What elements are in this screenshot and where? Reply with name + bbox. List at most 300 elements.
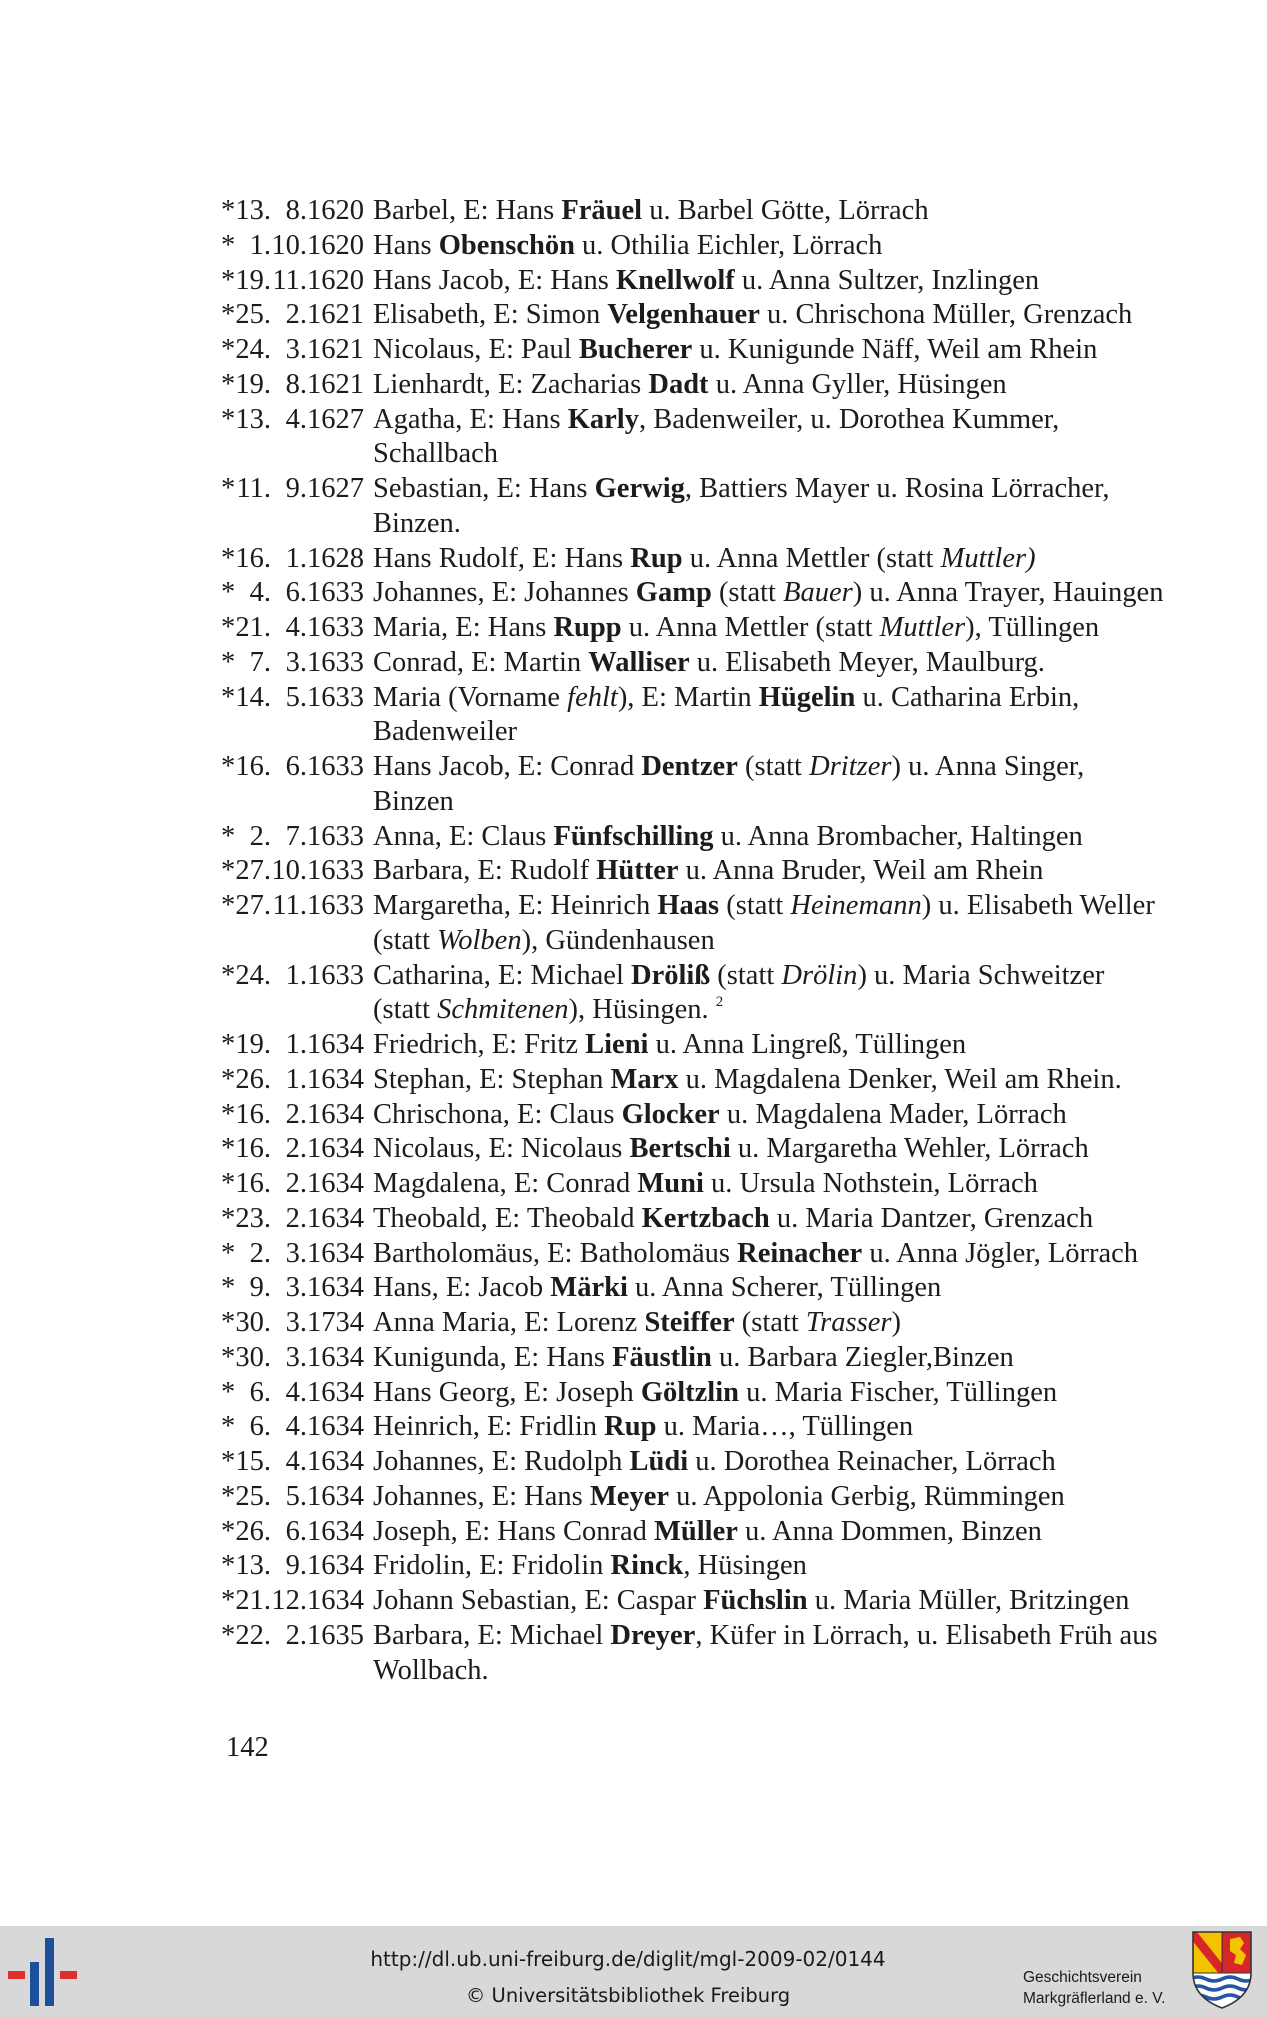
date-star: * <box>221 681 236 713</box>
date-month: 12. <box>271 1585 307 1616</box>
register-entry <box>221 472 1261 542</box>
register-entry <box>221 576 1261 611</box>
date-day: 25. <box>235 1480 271 1512</box>
entry-text <box>373 751 1084 782</box>
entry-text-segment: (statt <box>719 890 791 921</box>
date-month: 6. <box>285 577 307 609</box>
entry-first-line <box>221 1202 1261 1237</box>
date-year: 1634 <box>307 1585 364 1616</box>
entry-text-segment: u. Othilia Eichler, Lörrach <box>574 229 883 261</box>
entry-date <box>221 611 373 646</box>
entry-date <box>221 1515 373 1550</box>
date-day: 11. <box>236 473 271 504</box>
date-month: 2. <box>285 1098 307 1130</box>
entry-text-segment: u. Anna Mettler (statt <box>682 542 941 574</box>
date-month: 3. <box>285 1307 307 1338</box>
entry-date <box>221 1445 373 1480</box>
family-name: Lüdi <box>629 1446 689 1477</box>
register-entry <box>221 1132 1261 1167</box>
entry-first-line <box>221 820 1261 855</box>
entry-text-segment: ) u. Elisabeth Weller <box>921 890 1155 921</box>
family-name: Dentzer <box>641 751 738 782</box>
register-entry <box>221 298 1261 333</box>
family-name: Märki <box>550 1272 628 1304</box>
entry-text-segment: (statt <box>711 577 784 609</box>
register-entry <box>221 1619 1261 1689</box>
entry-text <box>373 925 715 956</box>
register-entry <box>221 368 1261 403</box>
date-day: 25. <box>235 299 271 331</box>
family-name: Muni <box>637 1168 704 1199</box>
date-month: 2. <box>285 299 307 331</box>
entry-text-segment: Hans Georg, E: Joseph <box>373 1376 641 1408</box>
date-day: 13. <box>235 195 271 226</box>
entry-date <box>221 576 373 611</box>
date-day: 22. <box>235 1619 271 1651</box>
entry-text-segment: Lienhardt, E: Zacharias <box>373 368 649 400</box>
entry-first-line <box>221 333 1261 368</box>
entry-first-line <box>221 1028 1261 1063</box>
register-entry <box>221 264 1261 299</box>
entry-text-segment: Schallbach <box>373 438 499 470</box>
entry-first-line <box>221 1271 1261 1306</box>
entry-text-segment: , Hüsingen <box>683 1550 807 1582</box>
entry-date <box>221 1063 373 1098</box>
date-month: 4. <box>285 612 307 643</box>
date-year: 1620 <box>307 195 364 226</box>
register-entry <box>221 854 1261 889</box>
entry-text-segment: u. Anna Dommen, Binzen <box>737 1515 1042 1547</box>
entry-text-segment: u. Catharina Erbin, <box>855 681 1080 713</box>
entry-first-line <box>221 681 1261 716</box>
date-month: 7. <box>285 820 307 852</box>
date-day: 16. <box>235 542 271 574</box>
entry-text-segment: u. Anna Jögler, Lörrach <box>862 1237 1139 1269</box>
entry-date <box>221 646 373 681</box>
date-month: 5. <box>285 681 307 713</box>
entry-text <box>373 716 517 747</box>
entry-continuation-line <box>221 1654 1261 1689</box>
register-entry <box>221 1271 1261 1306</box>
date-year: 1633 <box>307 681 364 713</box>
date-month: 10. <box>271 855 307 887</box>
entry-text <box>373 230 882 261</box>
date-star: * <box>221 1098 236 1130</box>
entry-text <box>373 1029 966 1060</box>
family-name: Karly <box>567 403 639 435</box>
entry-text-segment: Hans Jacob, E: Hans <box>373 264 616 296</box>
entry-date <box>221 1584 373 1619</box>
date-star: * <box>221 751 236 782</box>
date-day: 14. <box>235 681 271 713</box>
entry-date <box>221 1237 373 1272</box>
date-star: * <box>221 1550 236 1582</box>
family-name: Knellwolf <box>616 264 735 296</box>
entry-text <box>373 994 723 1025</box>
entry-text-segment: u. Maria…, Tüllingen <box>656 1411 914 1443</box>
entry-first-line <box>221 1306 1261 1341</box>
entry-text-segment: u. Margaretha Wehler, Lörrach <box>730 1133 1089 1165</box>
date-star: * <box>221 1168 236 1199</box>
entry-text <box>373 265 1039 296</box>
entry-text-segment: (statt <box>710 959 782 991</box>
date-day: 24. <box>235 959 271 991</box>
family-name: Gamp <box>635 577 712 609</box>
date-year: 1634 <box>307 1411 364 1443</box>
entry-text-segment: u. Maria Fischer, Tüllingen <box>739 1376 1058 1408</box>
family-name: Marx <box>610 1063 679 1095</box>
entry-first-line <box>221 229 1261 264</box>
date-year: 1633 <box>307 890 364 921</box>
entry-text-segment: (statt <box>737 751 810 782</box>
date-year: 1634 <box>307 1341 364 1373</box>
date-star: * <box>221 646 236 678</box>
date-year: 1627 <box>307 403 364 435</box>
date-star: * <box>221 820 236 852</box>
entry-text <box>373 786 454 817</box>
family-name: Fräuel <box>561 195 643 226</box>
entry-text-segment: u. Magdalena Mader, Lörrach <box>719 1098 1067 1130</box>
date-day: 19. <box>235 368 271 400</box>
register-entry <box>221 1445 1261 1480</box>
family-name: Haas <box>657 890 720 921</box>
register-entry <box>221 681 1261 751</box>
permalink-url[interactable]: http://dl.ub.uni-freiburg.de/diglit/mgl-2009-02/0144 <box>370 1947 886 1971</box>
original-spelling: Heinemann <box>790 890 922 921</box>
date-month: 1. <box>285 959 307 991</box>
date-star: * <box>221 368 236 400</box>
family-name: Hütter <box>596 855 679 887</box>
entry-text <box>373 682 1079 713</box>
entry-text-segment: Elisabeth, E: Simon <box>373 299 608 331</box>
entry-date <box>221 1028 373 1063</box>
original-spelling: Trasser <box>805 1307 892 1338</box>
family-name: Walliser <box>588 646 690 678</box>
date-day: 4. <box>249 577 271 609</box>
family-name: Obenschön <box>438 229 575 261</box>
date-star: * <box>221 1619 236 1651</box>
family-name: Rupp <box>553 612 622 643</box>
family-name: Rup <box>630 542 683 574</box>
family-name: Reinacher <box>737 1237 863 1269</box>
entry-text-segment: Nicolaus, E: Nicolaus <box>373 1133 630 1165</box>
date-star: * <box>221 195 236 226</box>
entry-date <box>221 1410 373 1445</box>
entry-first-line <box>221 1376 1261 1411</box>
entry-text-segment: u. Maria Müller, Britzingen <box>807 1585 1130 1616</box>
entry-text-segment: , Küfer in Lörrach, u. Elisabeth Früh aus <box>695 1619 1158 1651</box>
entry-text-segment: Johannes, E: Rudolph <box>373 1446 630 1477</box>
entry-text-segment: Bartholomäus, E: Batholomäus <box>373 1237 738 1269</box>
page-number: 142 <box>226 1732 269 1763</box>
date-month: 1. <box>285 542 307 574</box>
date-year: 1620 <box>307 264 364 296</box>
family-name: Glocker <box>621 1098 720 1130</box>
register-entry <box>221 1028 1261 1063</box>
entry-text <box>373 195 929 226</box>
original-spelling: Bauer <box>783 577 853 609</box>
date-star: * <box>221 403 236 435</box>
date-day: 1. <box>249 229 271 261</box>
entry-text-segment: , Badenweiler, u. Dorothea Kummer, <box>638 403 1060 435</box>
entry-text-segment: u. Chrischona Müller, Grenzach <box>759 299 1133 331</box>
entry-text-segment: u. Kunigunde Näff, Weil am Rhein <box>692 334 1098 365</box>
entry-date <box>221 264 373 299</box>
date-star: * <box>221 1585 236 1616</box>
family-name: Müller <box>654 1515 738 1547</box>
entry-first-line <box>221 472 1261 507</box>
society-name <box>1023 1967 1188 2009</box>
date-star: * <box>221 473 236 504</box>
entry-text-segment: u. Anna Sultzer, Inzlingen <box>734 264 1040 296</box>
footer-citation <box>323 1926 933 2017</box>
entry-date <box>221 542 373 577</box>
entry-text <box>373 1446 1056 1477</box>
date-day: 16. <box>235 1133 271 1165</box>
entry-date <box>221 1341 373 1376</box>
family-name: Velgenhauer <box>607 299 760 331</box>
entry-text-segment: Fridolin, E: Fridolin <box>373 1550 611 1582</box>
entry-text <box>373 855 1043 886</box>
entry-date <box>221 1480 373 1515</box>
society-name-line2: Markgräflerland e. V. <box>1023 1990 1166 2007</box>
register-entry <box>221 750 1261 820</box>
entry-date <box>221 229 373 264</box>
register-entry <box>221 1063 1261 1098</box>
date-month: 9. <box>285 1550 307 1582</box>
date-month: 11. <box>272 890 307 921</box>
entry-text-segment: u. Anna Gyller, Hüsingen <box>708 368 1007 400</box>
entry-text-segment: u. Magdalena Denker, Weil am Rhein. <box>678 1063 1122 1095</box>
date-star: * <box>221 299 236 331</box>
entry-text-segment: Johannes, E: Johannes <box>373 577 636 609</box>
entry-text <box>373 1099 1067 1130</box>
date-month: 3. <box>285 1272 307 1304</box>
entry-first-line <box>221 1237 1261 1272</box>
entry-date <box>221 750 373 785</box>
family-name: Rup <box>604 1411 657 1443</box>
date-year: 1627 <box>307 473 364 504</box>
entry-first-line <box>221 403 1261 438</box>
date-star: * <box>221 890 236 921</box>
date-year: 1634 <box>307 1133 364 1165</box>
entry-text <box>373 1064 1122 1095</box>
date-star: * <box>221 1029 236 1060</box>
date-year: 1633 <box>307 751 364 782</box>
entry-text <box>373 1203 1093 1234</box>
entry-date <box>221 1271 373 1306</box>
register-entry <box>221 1202 1261 1237</box>
date-star: * <box>221 1133 236 1165</box>
entry-text <box>373 369 1007 400</box>
entry-first-line <box>221 1480 1261 1515</box>
entry-text <box>373 647 1045 678</box>
date-day: 15. <box>235 1446 271 1477</box>
entry-text-segment: Hans, E: Jacob <box>373 1272 551 1304</box>
entry-date <box>221 1098 373 1133</box>
date-day: 21. <box>235 612 271 643</box>
date-year: 1634 <box>307 1376 364 1408</box>
society-name-line1: Geschichtsverein <box>1023 1969 1142 1986</box>
footnote-marker: 2 <box>715 994 724 1011</box>
entry-continuation-line <box>221 437 1261 472</box>
date-month: 4. <box>285 403 307 435</box>
date-star: * <box>221 1237 236 1269</box>
entry-text <box>373 821 1083 852</box>
family-name: Steiffer <box>644 1307 735 1338</box>
entry-text-segment: ), Hüsingen. <box>568 994 716 1026</box>
entry-text <box>373 1585 1129 1616</box>
date-month: 2. <box>285 1202 307 1234</box>
entry-text-segment: Hans Jacob, E: Conrad <box>373 751 642 782</box>
date-day: 6. <box>249 1376 271 1408</box>
entry-date <box>221 1619 373 1654</box>
family-name: Lieni <box>585 1029 649 1060</box>
date-day: 23. <box>235 1202 271 1234</box>
entry-text-segment: Theobald, E: Theobald <box>373 1202 642 1234</box>
date-year: 1633 <box>307 612 364 643</box>
entry-first-line <box>221 750 1261 785</box>
entry-continuation-line <box>221 785 1261 820</box>
entry-date <box>221 681 373 716</box>
date-month: 3. <box>285 646 307 678</box>
entry-first-line <box>221 298 1261 333</box>
register-entry <box>221 1306 1261 1341</box>
entry-text <box>373 612 1099 643</box>
entry-text-segment: u. Maria Dantzer, Grenzach <box>769 1202 1094 1234</box>
date-month: 2. <box>285 1619 307 1651</box>
date-year: 1634 <box>307 1168 364 1199</box>
entry-first-line <box>221 368 1261 403</box>
entry-text <box>373 1655 489 1686</box>
date-day: 16. <box>235 1168 271 1199</box>
entry-text-segment: Heinrich, E: Fridlin <box>373 1411 605 1443</box>
entry-text-segment: Stephan, E: Stephan <box>373 1063 611 1095</box>
copyright-notice: © Universitätsbibliothek Freiburg <box>465 1984 791 2007</box>
entry-first-line <box>221 1619 1261 1654</box>
entry-text-segment: Wollbach. <box>373 1654 489 1686</box>
date-year: 1634 <box>307 1202 364 1234</box>
entry-first-line <box>221 1063 1261 1098</box>
entry-continuation-line <box>221 715 1261 750</box>
entry-text <box>373 1550 807 1581</box>
entry-date <box>221 1306 373 1341</box>
entry-text-segment: Magdalena, E: Conrad <box>373 1168 638 1199</box>
date-star: * <box>221 1063 236 1095</box>
date-day: 24. <box>235 334 271 365</box>
date-day: 21. <box>235 1585 271 1616</box>
entry-first-line <box>221 889 1261 924</box>
entry-text <box>373 473 1110 504</box>
entry-text-segment: Barbel, E: Hans <box>373 195 562 226</box>
entry-text-segment: ) u. Maria Schweitzer <box>857 959 1105 991</box>
entry-text-segment: Barbara, E: Michael <box>373 1619 611 1651</box>
entry-text-segment: Binzen <box>373 785 454 817</box>
entry-first-line <box>221 576 1261 611</box>
date-month: 1. <box>285 1063 307 1095</box>
date-month: 9. <box>285 473 307 504</box>
entry-text <box>373 1238 1138 1269</box>
date-day: 13. <box>235 1550 271 1582</box>
entry-date <box>221 368 373 403</box>
original-spelling: Schmitenen <box>437 994 569 1026</box>
date-year: 1634 <box>307 1446 364 1477</box>
entry-text <box>373 1133 1089 1164</box>
entry-text-segment: Conrad, E: Martin <box>373 646 589 678</box>
entry-text-segment: , Battiers Mayer u. Rosina Lörracher, <box>684 473 1110 504</box>
date-day: 2. <box>249 820 271 852</box>
date-star: * <box>221 612 236 643</box>
date-month: 8. <box>285 368 307 400</box>
date-star: * <box>221 542 236 574</box>
markgraeflerland-crest-icon <box>1190 1929 1254 2011</box>
entry-text-segment: Chrischona, E: Claus <box>373 1098 622 1130</box>
date-year: 1633 <box>307 959 364 991</box>
entry-first-line <box>221 194 1261 229</box>
entry-text <box>373 508 461 539</box>
entry-first-line <box>221 264 1261 299</box>
date-year: 1634 <box>307 1550 364 1582</box>
date-year: 1633 <box>307 577 364 609</box>
original-spelling: Muttler <box>879 612 966 643</box>
register-entry <box>221 1237 1261 1272</box>
date-month: 1. <box>285 1029 307 1060</box>
entry-date <box>221 959 373 994</box>
entry-date <box>221 333 373 368</box>
entry-text-segment: Maria (Vorname <box>373 681 568 713</box>
entry-text <box>373 1481 1065 1512</box>
entry-text-segment: u. Anna Bruder, Weil am Rhein <box>678 855 1044 887</box>
date-year: 1633 <box>307 820 364 852</box>
register-entry <box>221 1410 1261 1445</box>
date-year: 1634 <box>307 1515 364 1547</box>
date-day: 6. <box>249 1411 271 1443</box>
date-star: * <box>221 959 236 991</box>
entry-text-segment: u. Anna Scherer, Tüllingen <box>627 1272 942 1304</box>
date-day: 19. <box>235 264 271 296</box>
date-month: 4. <box>285 1376 307 1408</box>
entry-text-segment: Friedrich, E: Fritz <box>373 1029 586 1060</box>
entry-text-segment: u. Dorothea Reinacher, Lörrach <box>688 1446 1056 1477</box>
entry-text-segment: Nicolaus, E: Paul <box>373 334 579 365</box>
register-entry <box>221 646 1261 681</box>
entry-text <box>373 334 1097 365</box>
family-name: Dreyer <box>610 1619 696 1651</box>
entry-first-line <box>221 854 1261 889</box>
entry-text-segment: Maria, E: Hans <box>373 612 554 643</box>
date-year: 1734 <box>307 1307 364 1338</box>
entry-text-segment: Margaretha, E: Heinrich <box>373 890 658 921</box>
entry-first-line <box>221 1584 1261 1619</box>
entry-text <box>373 404 1059 435</box>
entry-text-segment: Badenweiler <box>373 716 518 748</box>
date-star: * <box>221 855 236 887</box>
entry-text-segment: ), Tüllingen <box>965 612 1100 643</box>
register-entry <box>221 194 1261 229</box>
entry-first-line <box>221 1445 1261 1480</box>
entry-first-line <box>221 1515 1261 1550</box>
entry-text-segment: (statt <box>734 1307 806 1338</box>
family-name: Kertzbach <box>641 1202 770 1234</box>
register-entry <box>221 1515 1261 1550</box>
date-star: * <box>221 1341 236 1373</box>
date-month: 2. <box>285 1133 307 1165</box>
entry-date <box>221 889 373 924</box>
entry-first-line <box>221 1341 1261 1376</box>
date-day: 7. <box>249 646 271 678</box>
entry-date <box>221 194 373 229</box>
entry-text-segment: Johannes, E: Hans <box>373 1480 590 1512</box>
